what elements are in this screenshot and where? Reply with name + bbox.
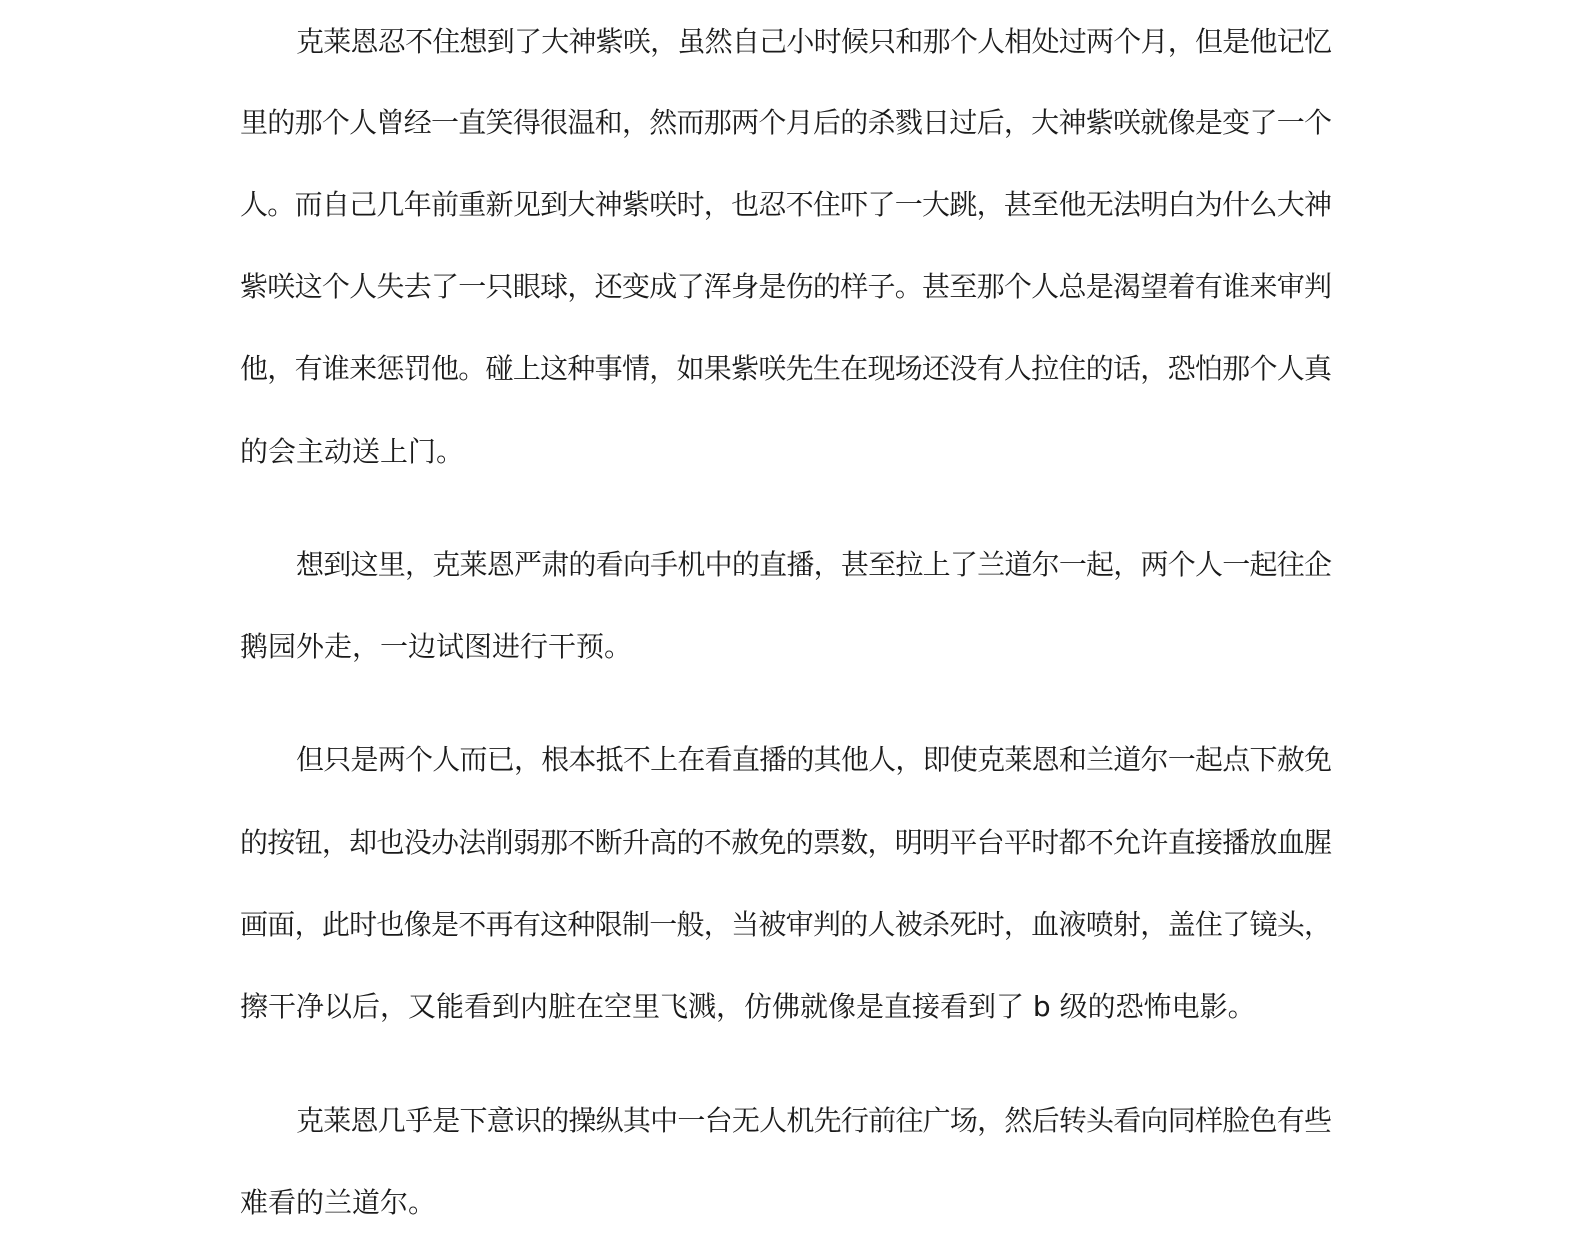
paragraph-line: 的按钮，却也没办法削弱那不断升高的不赦免的票数，明明平台平时都不允许直接播放血腥 <box>240 826 1332 859</box>
paragraph-line: 擦干净以后，又能看到内脏在空里飞溅，仿佛就像是直接看到了 b 级的恐怖电影。 <box>240 990 1256 1023</box>
paragraph-line: 难看的兰道尔。 <box>240 1186 437 1219</box>
paragraph-line: 但只是两个人而已，根本抵不上在看直播的其他人，即使克莱恩和兰道尔一起点下赦免 <box>296 743 1332 776</box>
paragraph-line: 里的那个人曾经一直笑得很温和，然而那两个月后的杀戮日过后，大神紫咲就像是变了一个 <box>240 106 1332 139</box>
paragraph-line: 画面，此时也像是不再有这种限制一般，当被审判的人被杀死时，血液喷射，盖住了镜头， <box>240 908 1332 941</box>
paragraph-line: 鹅园外走，一边试图进行干预。 <box>240 630 633 663</box>
paragraph-line: 人。而自己几年前重新见到大神紫咲时，也忍不住吓了一大跳，甚至他无法明白为什么大神 <box>240 188 1332 221</box>
paragraph-line: 紫咲这个人失去了一只眼球，还变成了浑身是伤的样子。甚至那个人总是渴望着有谁来审判 <box>240 270 1332 303</box>
paragraph-line: 克莱恩忍不住想到了大神紫咲，虽然自己小时候只和那个人相处过两个月，但是他记忆 <box>296 25 1332 58</box>
paragraph-line: 克莱恩几乎是下意识的操纵其中一台无人机先行前往广场，然后转头看向同样脸色有些 <box>296 1104 1332 1137</box>
paragraph-line: 他，有谁来惩罚他。碰上这种事情，如果紫咲先生在现场还没有人拉住的话，恐怕那个人真 <box>240 352 1332 385</box>
paragraph-line: 想到这里，克莱恩严肃的看向手机中的直播，甚至拉上了兰道尔一起，两个人一起往企 <box>296 548 1332 581</box>
paragraph-line: 的会主动送上门。 <box>240 435 465 468</box>
